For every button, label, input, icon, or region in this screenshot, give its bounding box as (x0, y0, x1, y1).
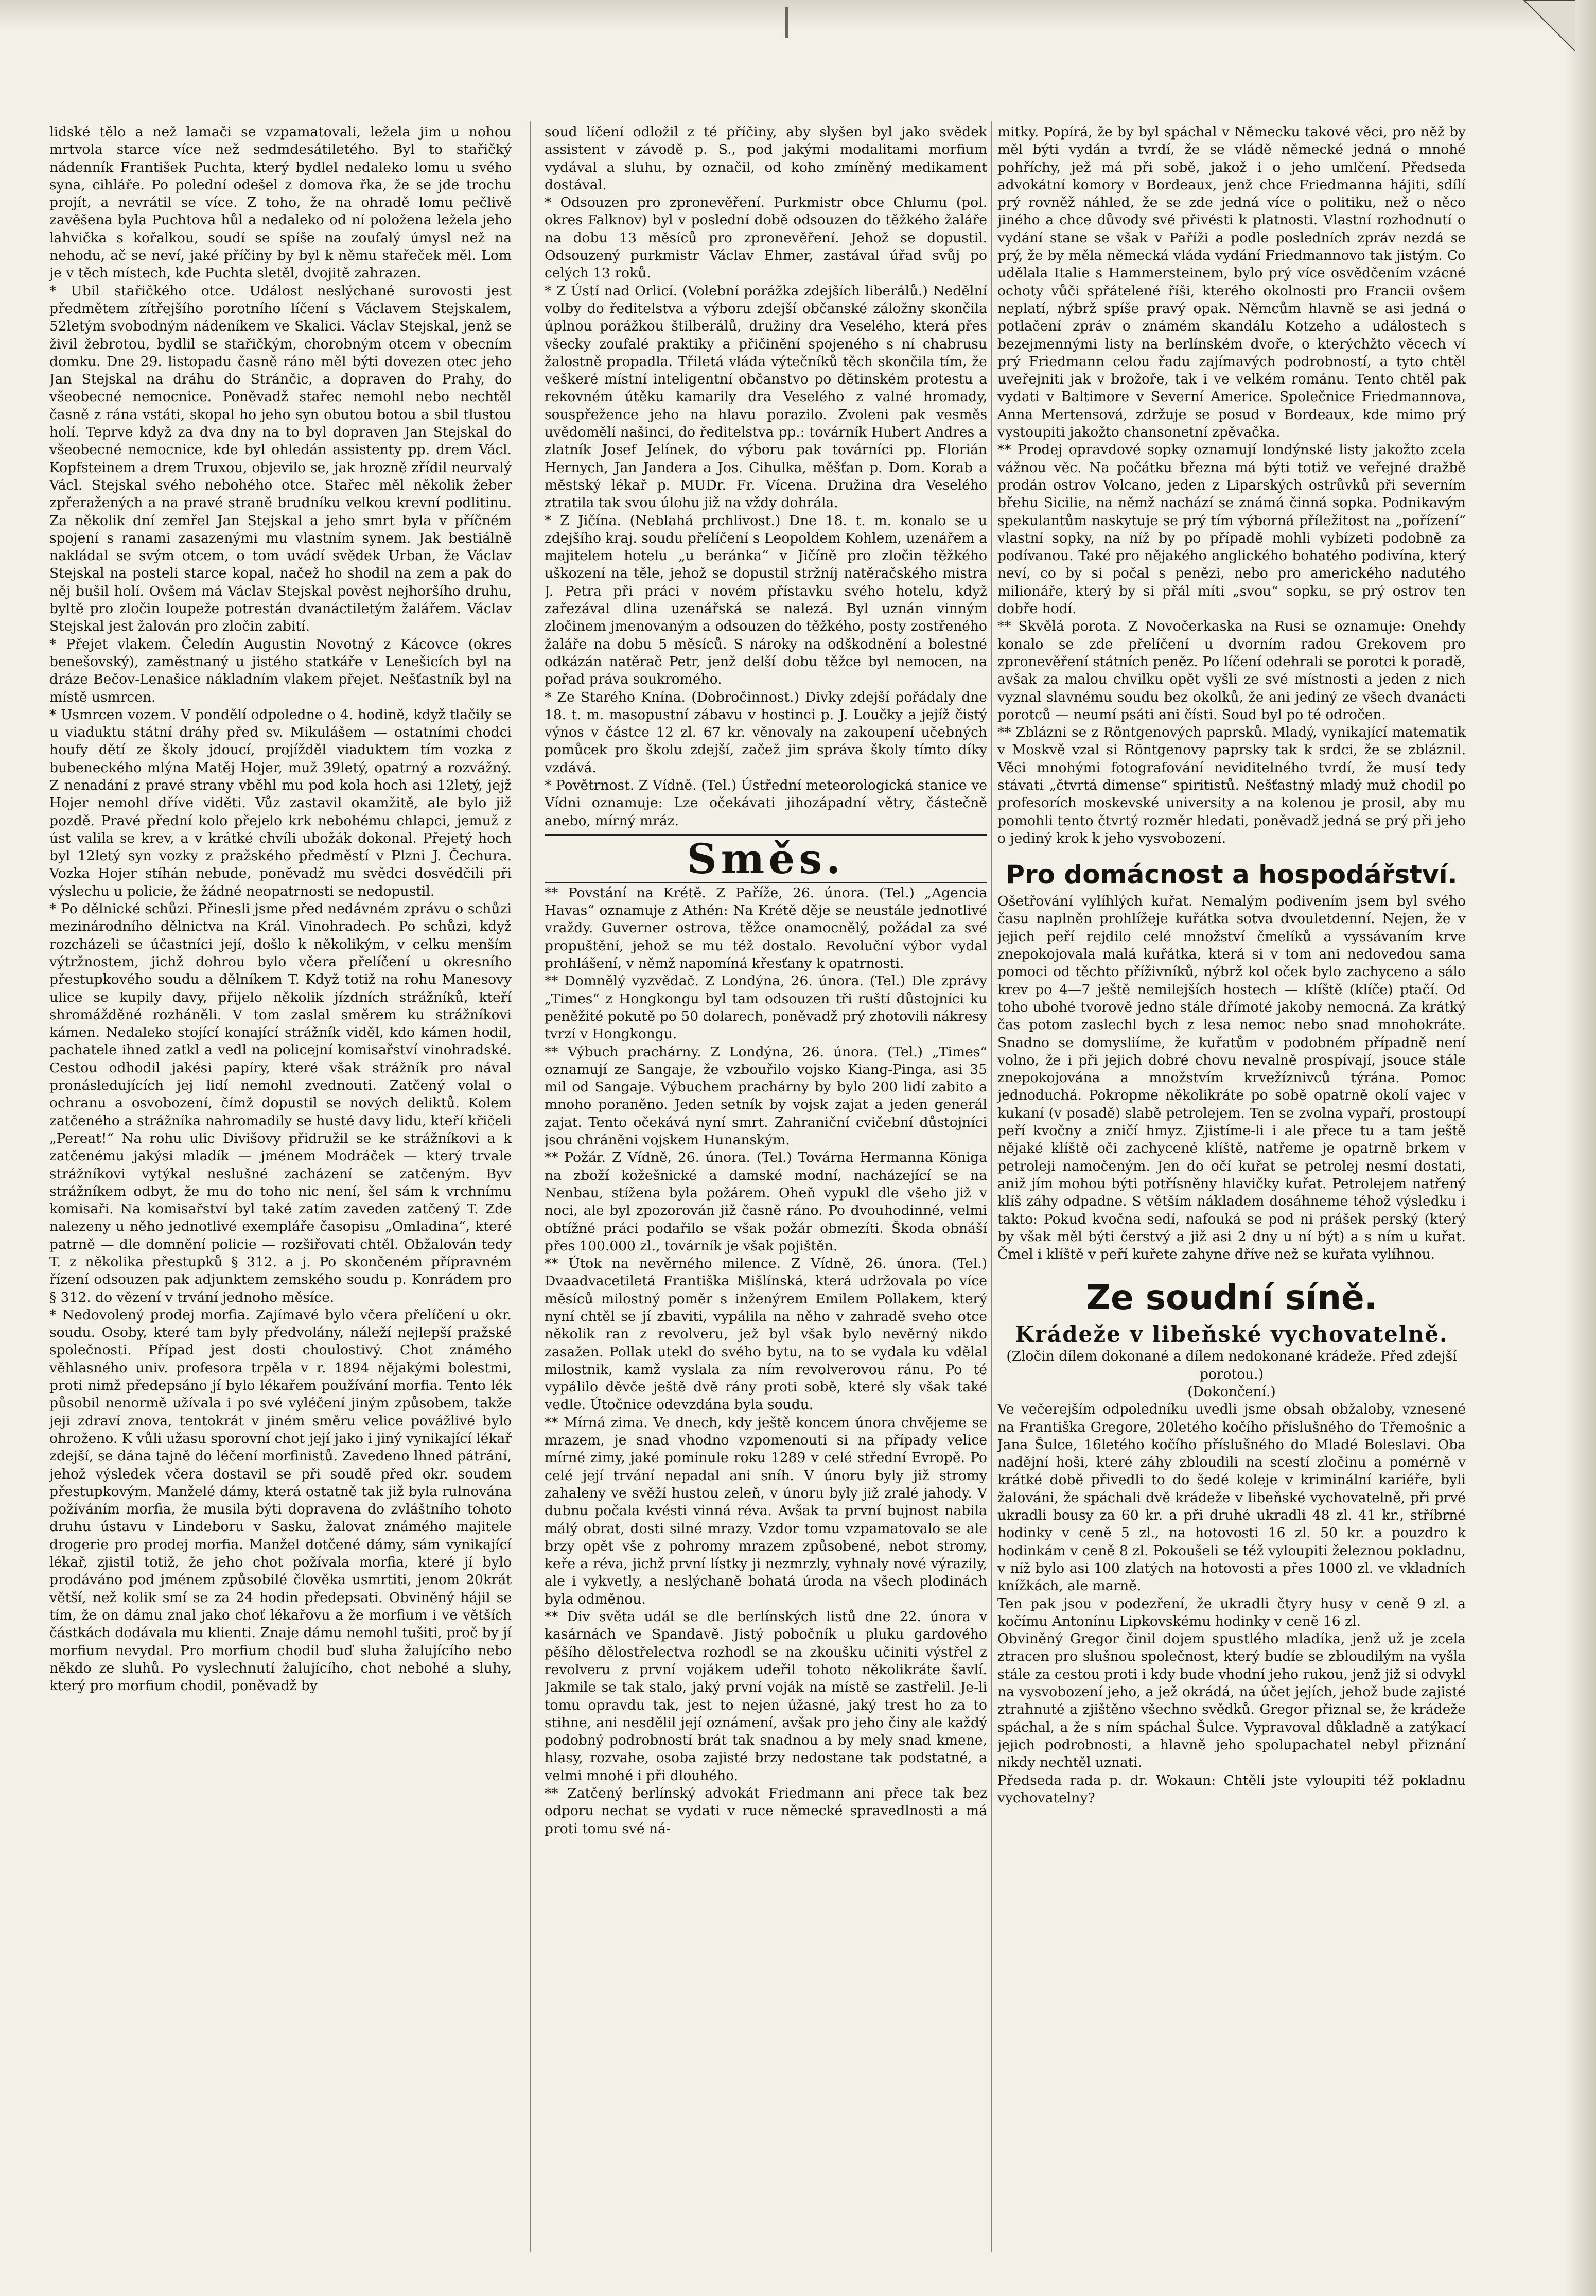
article-text: Ve večerejším odpoledníku uvedli jsme obsah obžaloby, vznesené na Františka Gregore, 20letého kočího příslušného do Třemošnic a Jana Šulce, 16letého kočího příslušného do Mladé Boleslavi. Oba nadějní hoši, které záhy zbloudili na scestí zločinu a pomérně v krátké době přivedli to do šedé koleje v kriminální kariéře, byli žalováni, že spáchali dvě krádeže v libeňské vychovatelně, při prvé ukradli bousy za 60 kr. a při druhé ukradli 48 zl. 41 kr., stříbrné hodinky v ceně 5 zl., na hotovosti 16 zl. 50 kr. a pouzdro k hodinkám v ceně 8 zl. Pokoušeli se též vyloupiti železnou pokladnu, v níž bylo asi 100 zlatých na hotovosti a přes 1000 zl. ve vkladních knížkách, ale marně. (997, 1401, 1466, 1594)
article-text: mitky. Popírá, že by byl spáchal v Německu takové věci, pro něž by měl býti vydán a tvrdí, že se vládě německé jedná o mnohé pohříchy, jež má při sobě, jakož i o jeho umlčení. Předseda advokátní komory v Bordeaux, jenž chce Friedmanna hájiti, sdílí prý rovněž náhled, že se zde jedná více o politiku, než o něco jiného a chce důvody své přivésti k platnosti. Vlastní rozhodnutí o vydání stane se však v Paříži a podle posledních zpráv nezdá se prý, že by měla německá vláda vydání Friedmannovo tak jistým. Co udělala Italie s Hammersteinem, bylo prý více osvědčením vzácné ochoty vůči spřátelené říši, kterého okolnosti pro Francii ovšem neplatí, nýbrž spíše pravý opak. Němcům hlavně se asi jedná o potlačení zpráv o známém skandálu Kotzeho a událostech s bezejmennými listy na berlínském dvoře, o kterýchžto věcech ví prý Friedmann celou řadu zajímavých podrobností, a tyto chtěl uveřejniti jak v brožoře, tak i ve velkém románu. Tento chtěl pak vydati v Baltimore v Severní Americe. Společnice Friedmannova, Anna Mertensová, zdržuje se posud v Bordeaux, kde mimo prý vystoupiti jakožto chansonetní zpěvačka. (997, 124, 1466, 441)
article-text: Předseda rada p. dr. Wokaun: Chtěli jste vyloupiti též pokladnu vychovatelny? (997, 1772, 1466, 1806)
article-subtitle: (Zločin dílem dokonané a dílem nedokonané krádeže. Před zdejší porotou.) (1006, 1348, 1457, 1382)
article-continuation: (Dokončení.) (1187, 1384, 1276, 1400)
column-2 (545, 124, 987, 2270)
scan-top-edge (0, 0, 1596, 30)
article-text: lidské tělo a než lamači se vzpamatovali, ležela jim u nohou mrtvola starce více než sedmdesátiletého. Byl to stařičký nádenník František Puchta, který bydlel nedaleko lomu u svého syna, cihláře. Po polední odešel z domova řka, že se jde trochu projít, a nevrátil se více. Z toho, že na ohradě lomu pečlivě zavěšena byla Puchtova hůl a nedaleko od ní položena ležela jeho lahvička s kořalkou, soudí se spíše na zoufalý úmysl než na nehodu, ač se neví, jaké příčiny by byl k němu stařeček měl. Lom je v těch místech, kde Puchta sletěl, dvojitě zahrazen. (49, 124, 512, 282)
article-title-kradeze: Krádeže v libeňské vychovatelně. (1015, 1321, 1448, 1347)
scan-mark (785, 7, 788, 38)
article-kreta: ** Povstání na Krétě. Z Paříže, 26. února. (Tel.) „Agencia Havas“ oznamuje z Athén: Na Krétě děje se neustále jednotlivé vraždy. Guverner ostrova, těžce onamocnělý, požádal za své propuštění, jehož se mu též dostalo. Revoluční výbor vydal prohlášení, v němž napomíná křesťany k opatrnosti. (545, 884, 987, 972)
scan-right-edge (1565, 0, 1596, 2296)
section-heading-soudni-sin: Ze soudní síně. (1086, 1278, 1377, 1318)
article-mirna-zima: ** Mírná zima. Ve dnech, kdy ještě koncem února chvějeme se mrazem, je snad vhodno vzpomenouti si na případy velice mírné zimy, jaké pominule roku 1289 v celé střední Evropě. Po celé její trvání nepadal ani sníh. V únoru byly již stromy zahaleny ve svěží hustou zeleň, v únoru byly již zralé jahody. V dubnu počala kvésti vinná réva. Avšak ta první bujnost nabila málý obrat, dosti silné mrazy. Vzdor tomu vzpamatovalo se ale brzy opět vše z pohromy mrazem způsobené, nebot stromy, keře a réva, jichž první lístky ji nezmrzly, vyhnaly nové výrazily, ale i vykvetly, a neslýchaně bohatá úroda na všech plodinách byla odměnou. (545, 1414, 987, 1607)
article-odsouzen: * Odsouzen pro zpronevěření. Purkmistr obce Chlumu (pol. okres Falknov) byl v poslední době odsouzen do těžkého žaláře na dobu 13 měsíců pro zpronevěření. Jehož se dopustil. Odsouzený purkmistr Václav Ehmer, zastával úřad svůj po celých 13 roků. (545, 195, 987, 282)
article-delnicke-schuze: * Po dělnické schůzi. Přinesli jsme před nedávném zprávu o schůzi mezinárodního dělnictva na Král. Vinohradech. Po schůzi, když rozcházeli se účastníci její, došlo k několikým, v celku menším výtržnostem, jichž dohrou bylo včera přelíčení u okresního přestupkového soudu a dělníkem T. Když totiž na rohu Manesovy ulice se kupily davy, přijelo několik jízdních strážníků, kteří shromážděné rozháněli. V tom zaslal směrem ku strážníkovi kámen. Nedaleko stojící konající strážník viděl, kdo kámen hodil, pachatele ihned zatkl a vedl na policejní komisařství vinohradské. Cestou odhodil jakési papíry, které však strážník pro nával pronásledujících jej lidí nemohl zvednouti. Zatčený volal o ochranu a osvobození, čímž dopustil se nových deliktů. Kolem zatčeného a strážníka nahromadily se husté davy lidu, kteří křičeli „Pereat!“ Na rohu ulic Divišovy přidružil se ke strážníkovi a k zatčenému jakýsi mladík — jménem Modráček — který trvale strážníkovi vytýkal neslušné zacházení se zatčeným. Byv strážníkem odbyt, že mu do toho nic není, šel sám k vrchnímu komisaři. Na komisařství byl také zatím zaveden zatčený T. Zde nalezeny u něho jednotlivé exempláře časopisu „Omladina“, které patrně — dle domnění policie — rozšiřovati chtěl. Obžalován tedy T. z několika přestupků § 312. a j. Po skončeném přípravném řízení odsouzen pak adjunktem zemského soudu p. Konrádem pro § 312. do vězení v trvání jednoho měsíce. (49, 901, 512, 1306)
article-stary-knin: * Ze Starého Knína. (Dobročinnost.) Divky zdejší pořádaly dne 18. t. m. masopustní zábavu v hostinci p. J. Loučky a jejíž čistý výnos v částce 12 zl. 67 kr. věnovaly na zakoupení učebných pomůcek pro školu zdejší, začež jim správa školy tímto díky vzdává. (545, 689, 987, 776)
article-prachárna: ** Výbuch prachárny. Z Londýna, 26. února. (Tel.) „Times“ oznamují ze Sangaje, že vzbouřilo vojsko Kiang-Pinga, asi 35 mil od Sangaje. Výbuchem prachárny by bylo 200 lidí zabito a mnoho poraněno. Jeden setník by vojsk zajat a jeden generál zajat. Tento očekává nyní smrt. Zahraniční cvičební důstojníci jsou chráněni vojskem Hunanským. (545, 1043, 987, 1149)
article-prodej-morfia: * Nedovolený prodej morfia. Zajímavé bylo včera přelíčení u okr. soudu. Osoby, které tam byly předvolány, náleží nejlepší pražské společnosti. Případ jest dosti choulostivý. Chot známého věhlasného univ. profesora trpěla v r. 1894 nějakými bolestmi, proti nimž předepsáno jí bylo lékařem používání morfia. Tento lék působil nenormě užívala i po své vyléčení jiným způsobem, takže jeji zdraví znova, tentokrát v jiném směru velice povážlivé bylo ohroženo. K vůli užasu sporovní chot její jako i jiný vynikající lékař zdejší, se dána tajně do léčení morfinistů. Zavedeno lhned pátrání, jehož výsledek včera dostavil se při soudě před okr. soudem přestupkovým. Manželé dámy, která ostatně tak již byla rulnována požíváním morfia, že musila býti dopravena do zvláštního tohoto druhu ústavu v Lindeboru v Sasku, žalovat známého majitele drogerie pro prodej morfia. Manžel dotčené dámy, sám vynikající lékař, zjistil totiž, že jeho chot požívala morfia, které jí bylo prodáváno pod jménem způsobilé člověka usmrtiti, jenom 20krát větší, než kolik smí se za 24 hodin předepsati. Obviněný hájil se tím, že on dámu znal jako choť lékařovu a že morfium i ve větších částkách dodávala mu klienti. Znaje dámu nemohl tušiti, proč by jí morfium nevydal. Pro morfium chodil buď sluha žalujícího nebo někdo ze sluhů. Po vyslechnutí žalujícího, chot nebohé a sluhy, který pro morfium chodil, poněvadž by (49, 1307, 512, 1694)
article-ubil-otce: * Ubil stařičkého otce. Událost neslýchané surovosti jest předmětem zítřejšího porotního líčení s Václavem Stejskalem, 52letým svobodným nádeníkem ve Skalici. Václav Stejskal, jenž se živil žebrotou, bydlil se stařičkým, chorobným otcem v obecním domku. Dne 29. listopadu časně ráno měl býti dovezen otec jeho Jan Stejskal na dráhu do Stránčic, a dopraven do Prahy, do všeobecné nemocnice. Poněvadž stařec nemohl nebo nechtěl časně z rána vstáti, skopal ho jeho syn obutou botou a sbil tlustou holí. Teprve když za dva dny na to byl dopraven Jan Stejskal do všeobecné nemocnice, kde byl ohledán assistenty pp. drem Václ. Kopfsteinem a drem Truxou, objevilo se, jak hrozně zřídil neurvalý Václ. Stejskal svého nebohého otce. Stařec měl několik žeber zpřeražených a na pravé straně brudníku velkou krevní podlitinu. Za několik dní zemřel Jan Stejskal a jeho smrt byla v příčném spojení s ranami zasazenými mu vlastním synem. Jak bestiálně nakládal se svým otcem, o tom uvádí svědek Urban, že Václav Stejskal na posteli starce kopal, načež ho shodil na zem a pak do něj bušil holí. Ovšem má Václav Stejskal pověst nejhoršího druhu, byltě pro zločin loupeže potrestán dvanáctiletým žalářem. Václav Stejskal jest žalován pro zločin zabití. (49, 283, 512, 635)
article-friedmann: ** Zatčený berlínský advokát Friedmann ani přece tak bez odporu nechat se vydati v ruce německé spravedlnosti a má proti tomu své ná- (545, 1785, 987, 1837)
article-rontgen: ** Zblázni se z Röntgenových paprsků. Mladý, vynikající matematik v Moskvě vzal si Röntgenovy paprsky tak k srdci, že se zbláznil. Věci mnohými fotografování neviditelného tvrdí, že musí tedy stávati „čtvrtá dimense“ spiritistů. Nešťastný mladý muž chodil po profesorích moskevské university a na kolenou je prosil, aby mu pomohli tento čtvrtý rozměr hledati, poněvadž jedná se prý při jeho o jediný krok k jeho vysvobození. (997, 724, 1466, 846)
article-text: Obviněný Gregor činil dojem spustlého mladíka, jenž už je zcela ztracen pro slušnou společnost, který budíe se zbloudilým na vyšla stále za cestou proti i kdy bude vhodní jeho rukou, jenž již si odvykl na vysvobození jeho, a jež okrádá, na účet jejích, jehož bude zajisté ztrahnuté a zjištěno všechno svědků. Gregor přiznal se, že krádeže spáchal, a že s ním spáchal Šulce. Vypravoval důkladně a zatýkací jejich podrobnosti, a hlavně jeho spolupachatel nebyl přiznání nikdy nechtěl uznati. (997, 1631, 1466, 1771)
column-rule (991, 121, 992, 2252)
article-text: soud líčení odložil z té příčiny, aby slyšen byl jako svědek assistent v závodě p. S., pod jakými modalitami morfium vydával a sluhu, by označil, od koho zmíněný medikament dostával. (545, 124, 987, 193)
column-3 (997, 124, 1466, 2270)
article-div-sveta: ** Div světa udál se dle berlínských listů dne 22. února v kasárnách ve Spandavě. Jistý pobočník u pluku gardového pěšího dělostřelectva rozhodl se na zkoušku učiniti výstřel z revolveru z první vojákem udeřil tohoto několikráte šavlí. Jakmile se tak stalo, jaký první voják na místě se zastřelil. Je-li tomu opravdu tak, jest to nejen úžasné, jaký trest ho za to stihne, ani nesdělil její oznámení, avšak pro jeho činy ale každý podobný podrobností brát tak snadnou a by mely snad kmene, hlasy, rozvahe, osoba zajisté brzy nedostane tak podstatné, a velmi mnohé i při dlouhého. (545, 1609, 987, 1784)
article-text: Ten pak jsou v podezření, že ukradli čtyry husy v ceně 9 zl. a kočímu Antonínu Lipkovskému hodinky v ceně 16 zl. (997, 1595, 1466, 1629)
article-pozar: ** Požár. Z Vídně, 26. února. (Tel.) Továrna Hermanna Königa na zboží kožešnické a damské modní, nacházející se na Nenbau, stížena byla požárem. Oheň vypukl dle všeho již v noci, ale byl zpozorován již časně ráno. Po dvouhodinné, velmi obtížné práci podařilo se však požár obmezíti. Škoda obnáší přes 100.000 zl., továrník je však pojištěn. (545, 1150, 987, 1254)
folded-corner-icon (1514, 0, 1575, 57)
section-heading-domacnost: Pro domácnost a hospodářství. (1006, 860, 1458, 890)
article-kurata: Ošetřování vylíhlých kuřat. Nemalým podivením jsem byl svého času naplněn prohlížeje kuřátka sotva dvouletdenní. Nejen, že v jejich peří rejdilo celé množství čmelíků a vyssávaním krve znepokojovala malá kuřátka, která si v tom ani nedovedou sama pomoci od těchto příživníků, nýbrž kol oček bylo zachyceno a sálo krev po 4—7 ještě nemilejších hostech — klíště (klíče) ptačí. Od toho ubohé tvorově jedno stále dřímoté jakoby nemocná. Za krátký čas potom zaslechl bych z lesa nemoc nebo snad mnohokráte. Snadno se domysliíme, že kuřatům v podobném případně není volno, že i při jejich dobré chovu nevalně prospívají, jsouce stále znepokojována a množstvím krvežíznivců týrána. Pomoc jednoduchá. Pokropme několikráte po sobě opatrně okolí vajec v kukaní (v posadě) slabě petrolejem. Ten se zvolna vypaří, prostoupí peří kvočny a zničí hmyz. Zjistíme-li i ale přece tu a tam ještě nějaké klíště oči zachycené klíště, natřeme je opatrně brkem v petroleji namočeným. Jen do očí kuřat se petrolej nesmí dostati, aniž jím mohou býti potřísněny hlavičky kuřat. Petrolejem natřený klíš záhy odpadne. S větším nákladem dosáhneme téhož výsledku i takto: Pokud kvočna sedí, nafouká se pod ni prášek perský (který by však měl býti čerstvý a již asi 2 dny u ní být) a s ním u kuřat. Čmel i klíště v peří kuřete zahyne dříve než se kuřata vylíhnou. (997, 893, 1466, 1263)
article-usmrcen-vozem: * Usmrcen vozem. V pondělí odpoledne o 4. hodině, když tlačily se u viaduktu státní dráhy před sv. Mikulášem — ostatními chodci houfy dětí ze školy jdoucí, projížděl viaduktem tím vozka z bubeneckého mlýna Matěj Hojer, muž 39letý, opatrný a rozvážný. Z nenadání z pravé strany vběhl mu pod kola hoch asi 12letý, jejž Hojer nemohl dříve viděti. Vůz zastavil okamžitě, ale bylo již pozdě. Pravé přední kolo přejelo krk nebohému chlapci, jemuž z úst valila se krev, a v krátké chvíli ubožák dokonal. Přejetý hoch byl 12letý syn vozky z pražského předměstí v Plzni J. Čechura. Vozka Hojer stíhán nebude, poněvadž mu svědci dosvědčili při výslechu u policie, že žádné neopatrnosti se nedopustil. (49, 706, 512, 899)
column-rule (530, 121, 531, 2252)
article-sopka: ** Prodej opravdové sopky oznamují londýnské listy jakožto zcela vážnou věc. Na počátku března má býti totiž ve veřejné dražbě prodán ostrov Volcano, jeden z Liparských ostrůvků při severním břehu Sicilie, na němž nachází se známá činná sopka. Podnikavým spekulantům naskytuje se prý tím výborná příležitost na „pořízení“ vlastní sopky, na níž by po případě mohli vybízeti podobně za podívanou. Také pro nějakého anglického bohatého podivína, který neví, co by si počal s penězi, nebo pro amerického nadutého milionáře, který by si přál míti „svou“ sopku, se prý ostrov ten dobře hodí. (997, 442, 1466, 617)
article-usti: * Z Ústí nad Orlicí. (Volební porážka zdejších liberálů.) Nedělní volby do ředitelstva a výboru zdejší občanské záložny skončila úplnou porážkou štilberálů, družiny dra Veselého, která přes všecky zoufalé praktiky a přičinění spojeného s ní chabrusu žalostně propadla. Třiletá vláda výtečníků těch skončila tím, že veškeré místní inteligentní občanstvo po dětinském protestu a rekovném útěku kamarily dra Veselého z valné hromady, souspřežence jeho na hlavu porazilo. Zvoleni pak vesměs uvědomělí našinci, do ředitelstva pp.: továrník Hubert Andres a zlatník Josef Jelínek, do výboru pak továrníci pp. Florián Hernych, Jan Jandera a Jos. Cihulka, měšťan p. Dom. Korab a městský lékař p. MUDr. Fr. Vícena. Družina dra Veselého ztratila tak svou úlohu již na vždy dohrála. (545, 283, 987, 511)
section-heading-smes: Směs. (545, 834, 987, 883)
article-vyzvedac: ** Domnělý vyzvědač. Z Londýna, 26. února. (Tel.) Dle zprávy „Times“ z Hongkongu byl tam odsouzen tři ruští důstojníci ku peněžité pokutě po 50 dolarech, poněvadž prý zhotovili nákresy tvrzí v Hongkongu. (545, 973, 987, 1042)
article-utok: ** Útok na nevěrného milence. Z Vídně, 26. února. (Tel.) Dvaadvacetiletá Františka Mišlínská, která udržovala po více měsíců milostný poměr s inženýrem Emilem Pollakem, který nyní chtěl se jí zbaviti, vypálila na něho v zahradě sveho otce několik ran z revolveru, jež byl však bylo nevěrný nikdo zasažen. Pollak utekl do svého bytu, na to se vydala ku vdělal milostnik, kamž vyslala za ním revolverovou ránu. Po té vypálilo děvče ještě dvě rány proti sobě, které sly však také vedle. Útočnice odevzdána byla soudu. (545, 1256, 987, 1413)
article-povetrnost: * Povětrnost. Z Vídně. (Tel.) Ústřední meteorologická stanice ve Vídni oznamuje: Lze očekávati jihozápadní větry, částečně anebo, mírný mráz. (545, 777, 987, 829)
column-1 (49, 124, 512, 2270)
article-jicin: * Z Jičína. (Neblahá prchlivost.) Dne 18. t. m. konalo se u zdejšího kraj. soudu přelíčení s Leopoldem Kohlem, uzenářem a majitelem hotelu „u beránka“ v Jičíně pro zločin těžkého uškození na těle, jehož se dopustil stržníj natěračského mistra J. Petra při práci v novém přístavku svého hotelu, když zařezával dlina uzenářská se nalezá. Byl uznán vinným zločinem jmenovaným a odsouzen do těžkého, posty zostřeného žaláře na dobu 5 měsíců. S nároky na odškodnění a bolestné odkázán natěrač Petr, jenž delší dobu těžce byl nemocen, na pořad práva soukromého. (545, 512, 987, 688)
article-porota: ** Skvělá porota. Z Novočerkaska na Rusi se oznamuje: Onehdy konalo se zde přelíčení u dvorním radou Grekovem pro zpronevěření státních peněz. Po líčení odehrali se porotci k poradě, avšak za malou chvilku opět vyšli ze své místnosti a jeden z nich vyznal slavnému soudu bez okolků, že ani jediný ze všech dvanácti porotců — neumí psáti ani čísti. Soud byl po té odročen. (997, 618, 1466, 723)
article-prejet-vlakem: * Přejet vlakem. Čeledín Augustin Novotný z Kácovce (okres benešovský), zaměstnaný u jistého statkáře v Lenešicích byl na dráze Bečov-Lenašice nákladním vlakem přejet. Nešťastník byl na místě usmrcen. (49, 636, 512, 705)
